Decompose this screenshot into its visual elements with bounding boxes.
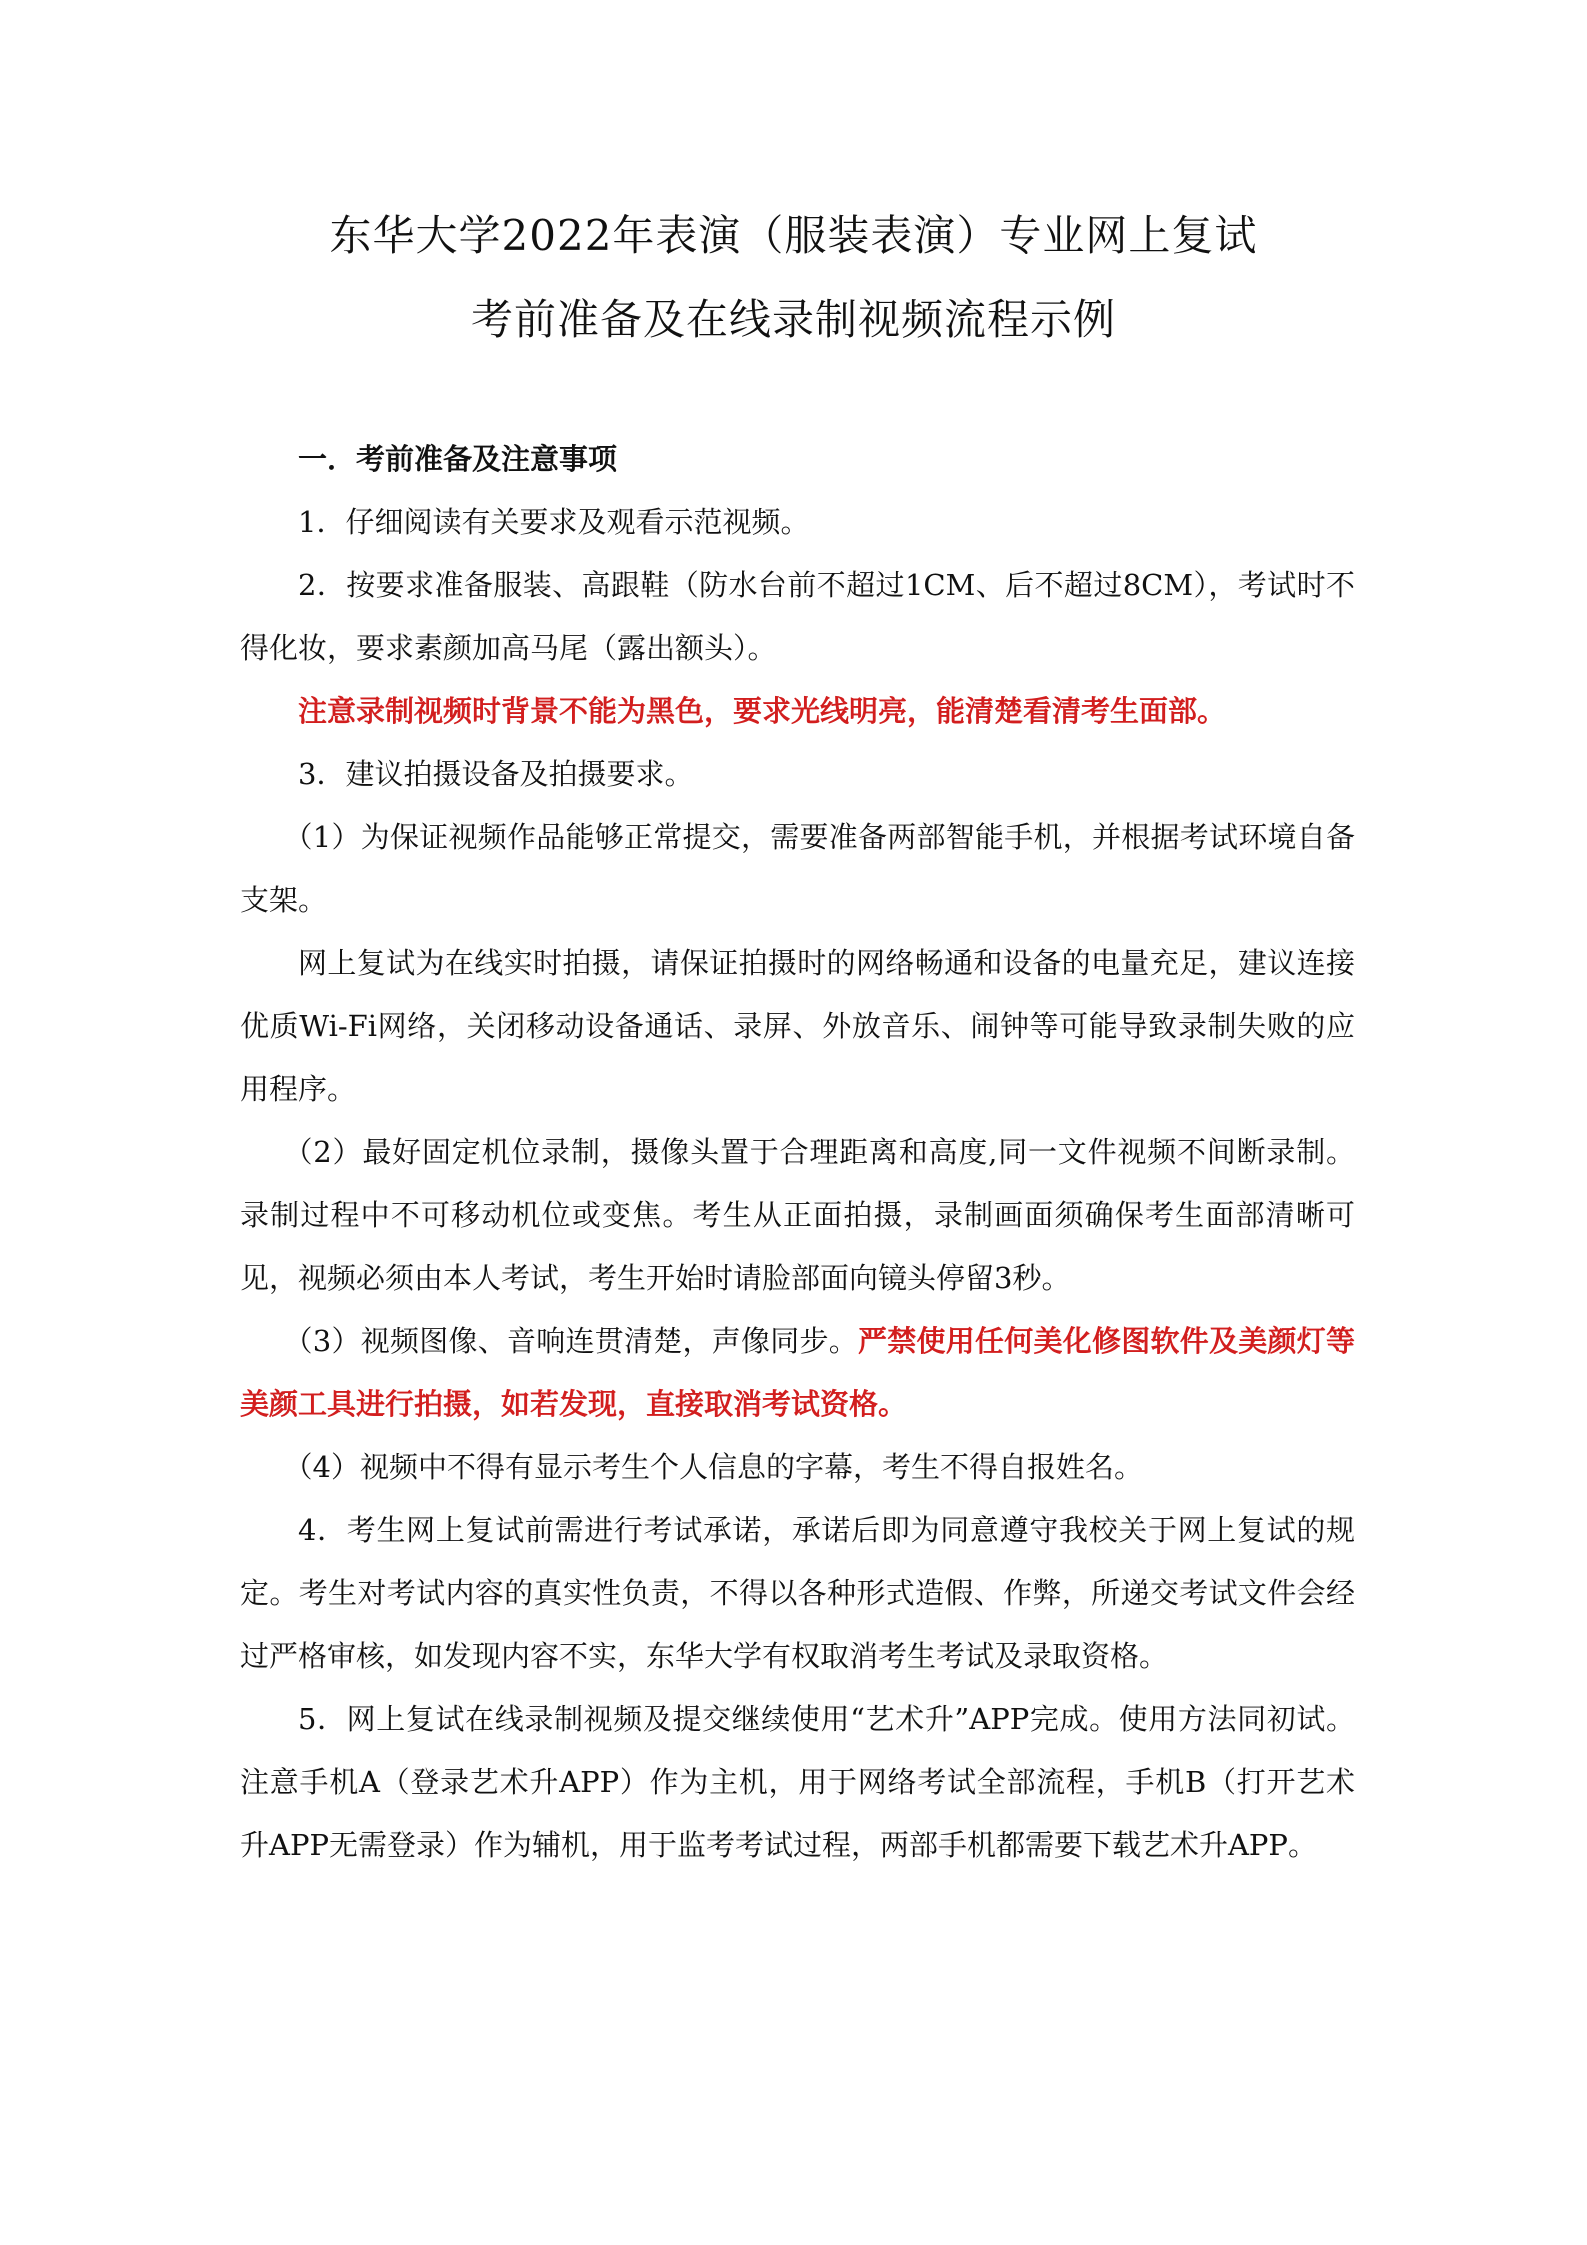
document-title-line-1: 东华大学2022年表演（服装表演）专业网上复试 [329, 211, 1258, 260]
document-title-line-2: 考前准备及在线录制视频流程示例 [470, 295, 1116, 344]
item-3: 3．建议拍摄设备及拍摄要求。 [298, 757, 694, 791]
item-3-1: （1）为保证视频作品能够正常提交，需要准备两部智能手机，并根据考试环境自备支架。 [240, 820, 1355, 917]
item-2: 2．按要求准备服装、高跟鞋（防水台前不超过1CM、后不超过8CM），考试时不得化妆，要求素颜加高马尾（露出额头）。 [240, 568, 1355, 665]
item-3-2: （2）最好固定机位录制，摄像头置于合理距离和高度,同一文件视频不间断录制。录制过程中不可移动机位或变焦。考生从正面拍摄，录制画面须确保考生面部清晰可见，视频必须由本人考试，考生开始时请脸部面向镜头停留3秒。 [240, 1135, 1355, 1295]
section-heading: 一．考前准备及注意事项 [298, 442, 618, 476]
beauty-tools-warning: 严禁使用任何美化修图软件及美颜灯等美颜工具进行拍摄，如若发现，直接取消考试资格。 [240, 1324, 1355, 1421]
document-body [240, 428, 1355, 1877]
item-3-3-text: （3）视频图像、音响连贯清楚，声像同步。 [283, 1324, 858, 1358]
item-1: 1．仔细阅读有关要求及观看示范视频。 [298, 505, 810, 539]
item-4: 4．考生网上复试前需进行考试承诺，承诺后即为同意遵守我校关于网上复试的规定。考生对考试内容的真实性负责，不得以各种形式造假、作弊，所递交考试文件会经过严格审核，如发现内容不实，东华大学有权取消考生考试及录取资格。 [240, 1513, 1355, 1673]
background-warning: 注意录制视频时背景不能为黑色，要求光线明亮，能清楚看清考生面部。 [298, 694, 1227, 728]
item-3-3 [240, 1310, 1355, 1436]
item-3-1-note: 网上复试为在线实时拍摄，请保证拍摄时的网络畅通和设备的电量充足，建议连接优质Wi-Fi网络，关闭移动设备通话、录屏、外放音乐、闹钟等可能导致录制失败的应用程序。 [240, 946, 1355, 1106]
item-5: 5．网上复试在线录制视频及提交继续使用“艺术升”APP完成。使用方法同初试。注意手机A（登录艺术升APP）作为主机，用于网络考试全部流程，手机B（打开艺术升APP无需登录）作为辅机，用于监考考试过程，两部手机都需要下载艺术升APP。 [240, 1702, 1355, 1862]
item-3-4: （4）视频中不得有显示考生个人信息的字幕，考生不得自报姓名。 [283, 1450, 1143, 1484]
